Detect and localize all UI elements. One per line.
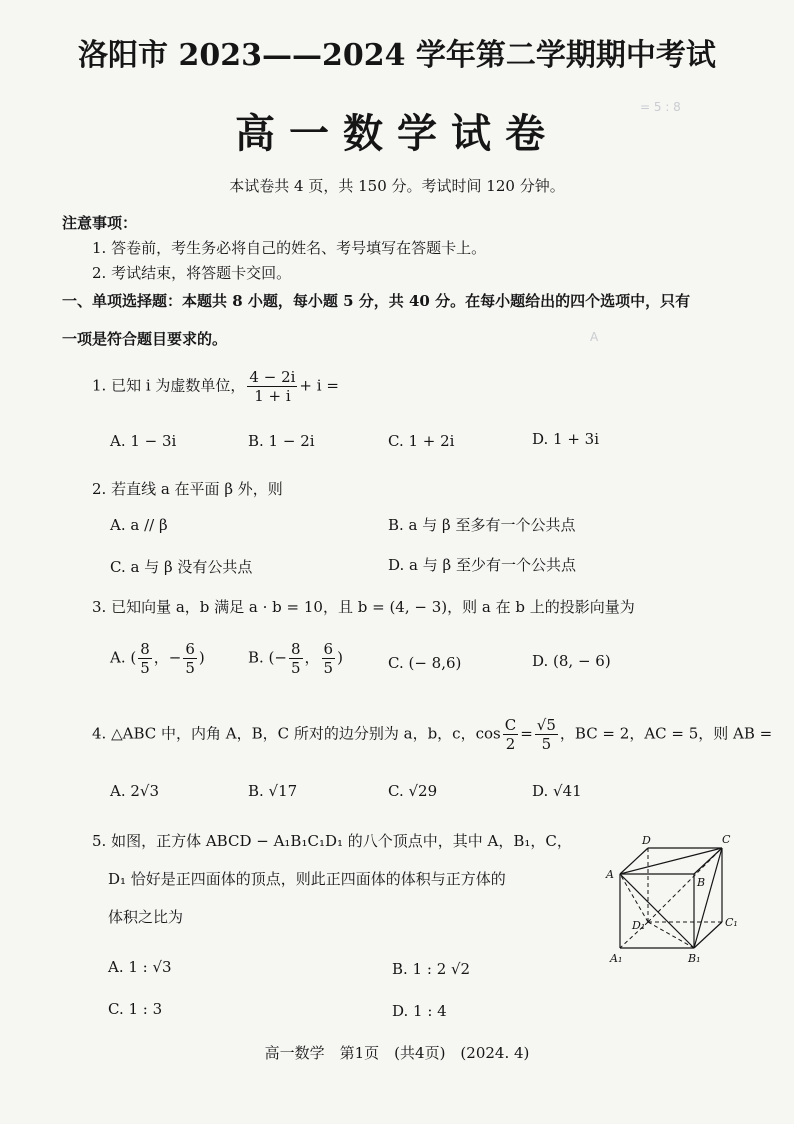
q1-option-c: C. 1 + 2i xyxy=(388,432,455,450)
exam-title: 洛阳市 2023——2024 学年第二学期期中考试 xyxy=(78,38,716,73)
bleed-through-text: A xyxy=(590,330,599,344)
q1-text: 1. 已知 i 为虚数单位， xyxy=(92,376,246,395)
q5-option-b: B. 1 : 2 √2 xyxy=(392,960,471,978)
q5-option-d: D. 1 : 4 xyxy=(392,1002,447,1020)
question-5-line2: D₁ 恰好是正四面体的顶点，则此正四面体的体积与正方体的 xyxy=(108,870,506,888)
note-item: 1. 答卷前，考生务必将自己的姓名、考号填写在答题卡上。 xyxy=(92,239,487,257)
vertex-label: B₁ xyxy=(688,952,701,965)
vertex-label: B xyxy=(697,876,706,889)
notes-title: 注意事项： xyxy=(62,214,138,232)
page-footer: 高一数学 第1页 (共4页) (2024. 4) xyxy=(264,1044,530,1062)
vertex-label: D₁ xyxy=(632,919,646,932)
q5-option-c: C. 1 : 3 xyxy=(108,1000,163,1018)
section-heading-cont: 一项是符合题目要求的。 xyxy=(62,330,228,348)
q1-option-b: B. 1 − 2i xyxy=(248,432,315,450)
vertex-label: C xyxy=(722,833,731,846)
section-heading: 一、单项选择题：本题共 8 小题，每小题 5 分，共 40 分。在每小题给出的四个选项中，只有 xyxy=(62,292,691,310)
q3-option-d: D. (8, − 6) xyxy=(532,652,611,670)
q2-option-d: D. a 与 β 至少有一个公共点 xyxy=(388,556,576,574)
vertex-label: A xyxy=(606,868,614,881)
question-5-line1: 5. 如图，正方体 ABCD − A₁B₁C₁D₁ 的八个顶点中，其中 A，B₁，C， xyxy=(92,832,572,850)
q2-option-c: C. a 与 β 没有公共点 xyxy=(110,558,253,576)
question-5-line3: 体积之比为 xyxy=(108,908,184,926)
q4-option-a: A. 2√3 xyxy=(110,782,160,800)
note-item: 2. 考试结束，将答题卡交回。 xyxy=(92,264,292,282)
q3-option-a: A. ( $\frac{8}{5}$ ，− $\frac{6}{5}$ ) xyxy=(110,640,205,677)
question-3-stem: 3. 已知向量 a，b 满足 a · b = 10，且 b = (4, − 3)，则 a 在 b 上的投影向量为 xyxy=(92,598,635,616)
exam-info: 本试卷共 4 页，共 150 分。考试时间 120 分钟。 xyxy=(229,177,565,195)
hidden-edge xyxy=(648,922,694,948)
cube-figure xyxy=(598,830,748,970)
question-4-stem: 4. △ABC 中，内角 A，B，C 所对的边分别为 a，b，c，cos $\frac{C}{2}$ = $\frac{√5}{5}$ ，BC = 2，AC = 5，则 AB = xyxy=(92,716,773,753)
tetra-edge xyxy=(620,874,694,948)
question-2-stem: 2. 若直线 a 在平面 β 外，则 xyxy=(92,480,283,498)
q1-fraction: $\frac{4 - 2i}{1 + i}$ xyxy=(249,368,296,405)
q1-option-d: D. 1 + 3i xyxy=(532,430,600,448)
q1-option-a: A. 1 − 3i xyxy=(110,432,177,450)
vertex-label: A₁ xyxy=(610,952,623,965)
vertex-label: C₁ xyxy=(725,916,738,929)
vertex-label: D xyxy=(642,834,651,847)
q1-text-end: + i = xyxy=(299,376,339,395)
question-1-stem xyxy=(92,368,339,405)
q3-option-b: B. (− $\frac{8}{5}$ ， $\frac{6}{5}$ ) xyxy=(248,640,343,677)
q4-option-b: B. √17 xyxy=(248,782,298,800)
bleed-through-text: = 5 : 8 xyxy=(640,100,681,114)
q4-option-c: C. √29 xyxy=(388,782,438,800)
exam-subtitle: 高一数学试卷 xyxy=(235,110,559,157)
q3-option-c: C. (− 8,6) xyxy=(388,654,462,672)
tetra-edge xyxy=(694,848,722,948)
q5-option-a: A. 1 : √3 xyxy=(108,958,172,976)
q2-option-b: B. a 与 β 至多有一个公共点 xyxy=(388,516,576,534)
q4-option-d: D. √41 xyxy=(532,782,582,800)
q2-option-a: A. a // β xyxy=(110,516,168,534)
tetra-edge xyxy=(620,848,722,874)
